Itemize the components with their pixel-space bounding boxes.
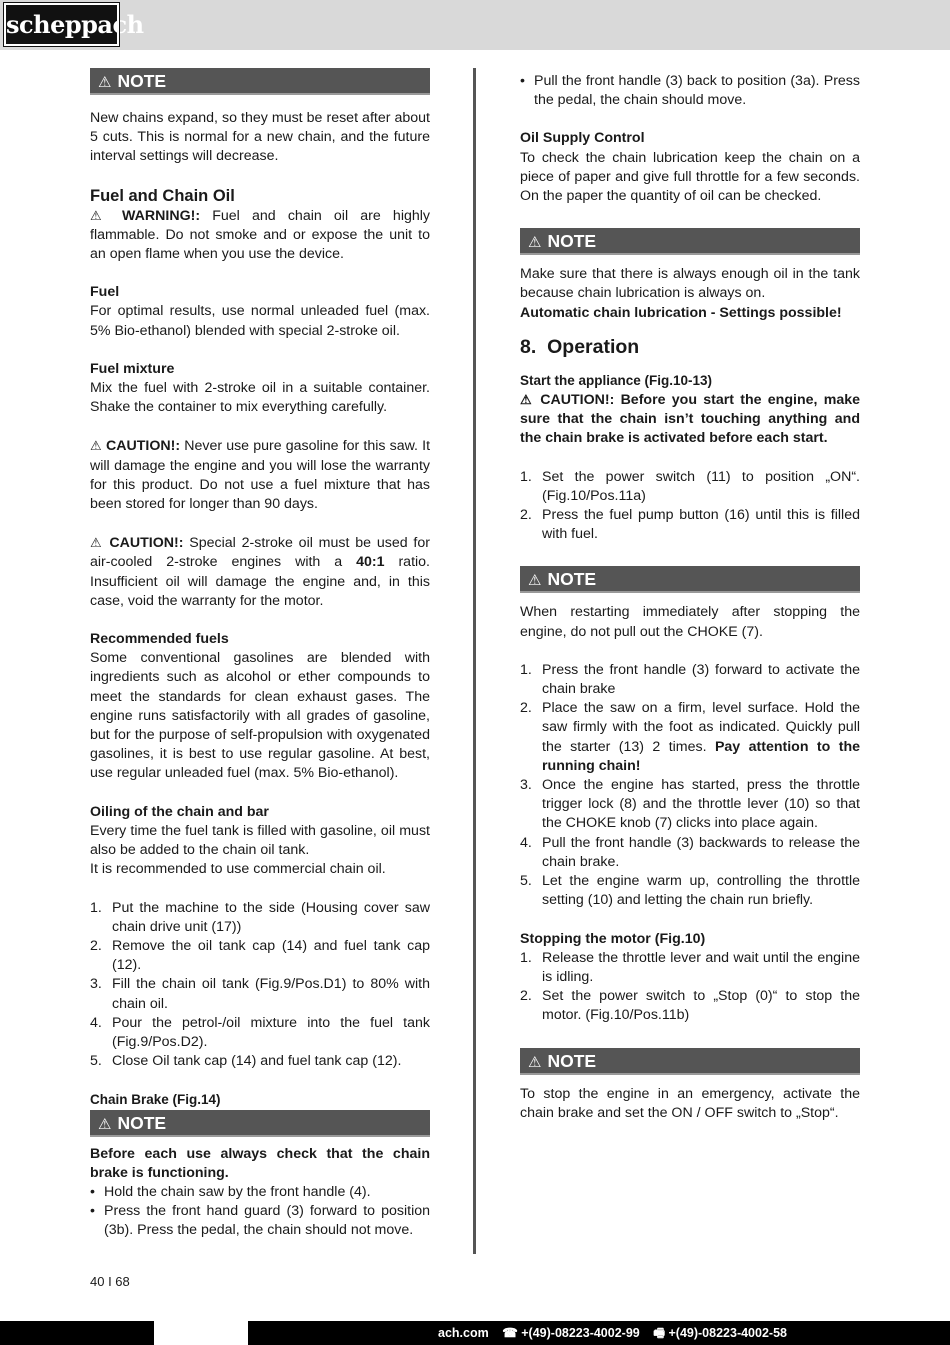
paragraph: Some conventional gasolines are blended with ingredients such as alcohol or ether compounds to meet the standards for clean exhaust gases. The engine runs satisfactorily with all grades of gasoline, but for the purpose of self-propulsion with oxygenated gasolines, it is best to use regular gasoline. At best, use regular unleaded fuel (max. 5% Bio-ethanol). [90, 650, 430, 782]
list-item: • Hold the chain saw by the front handle (4). [90, 1183, 371, 1200]
brake-bullets-cont [520, 72, 860, 110]
caution-text: ⚠ CAUTION!: Before you start the engine, make sure that the chain isn’t touching anything and the chain brake is activated before each start. [520, 392, 860, 447]
warning-icon: ⚠ [90, 438, 102, 454]
page-number: 40 I 68 [90, 1274, 130, 1289]
note-header: ⚠ NOTE [520, 228, 860, 255]
section-title: Fuel and Chain Oil [90, 186, 235, 205]
warning-icon: ⚠ [528, 234, 542, 252]
list-item: 1. Set the power switch (11) to position „ON“. (Fig.10/Pos.11a) [520, 468, 860, 504]
paragraph: To stop the engine in an emergency, activate the chain brake and set the ON / OFF switch to „Stop“. [520, 1085, 860, 1121]
list-item: 5. Close Oil tank cap (14) and fuel tank cap (12). [90, 1053, 402, 1070]
note-header: ⚠ NOTE [90, 68, 430, 95]
warning-icon: ⚠ [90, 207, 110, 223]
brake-bullets [90, 1183, 430, 1241]
list-item: 3. Once the engine has started, press the throttle trigger lock (8) and the throttle lever (10) so that the CHOKE knob (7) clicks into place again. [520, 777, 860, 832]
subsection-title: Oiling of the chain and bar [90, 803, 269, 820]
subsection-title: Oil Supply Control [520, 130, 645, 147]
footer-gap [154, 1321, 248, 1345]
start-steps [520, 468, 860, 545]
oiling-steps [90, 899, 430, 1072]
section-title: 8. Operation [520, 335, 640, 358]
caution-text: ⚠ CAUTION!: Special 2-stroke oil must be used for air-cooled 2-stroke engines with a 40:1 ratio. Insufficient oil will damage the engine and, in this case, void the warranty for the motor. [90, 535, 431, 609]
warning-icon: ⚠ [98, 1115, 112, 1133]
left-column [90, 68, 430, 1241]
list-item: 4. Pour the petrol-/oil mixture into the fuel tank (Fig.9/Pos.D2). [90, 1014, 430, 1050]
footer-website[interactable]: ach.com [438, 1326, 489, 1340]
subsection-title: Chain Brake (Fig.14) [90, 1092, 221, 1108]
paragraph: Every time the fuel tank is filled with gasoline, oil must also be added to the chain oil tank. [90, 822, 430, 859]
subsection-title: Fuel mixture [90, 360, 175, 377]
paragraph: Mix the fuel with 2-stroke oil in a suitable container. Shake the container to mix everything carefully. [90, 380, 430, 416]
right-column [520, 68, 860, 1123]
list-item: 2. Press the fuel pump button (16) until this is filled with fuel. [520, 507, 860, 543]
paragraph: Automatic chain lubrication - Settings possible! [520, 304, 842, 321]
list-item: 2. Remove the oil tank cap (14) and fuel tank cap (12). [90, 937, 430, 974]
note-text: New chains expand, so they must be reset after about 5 cuts. This is normal for a new chain, and the future interval settings will decrease. [90, 110, 430, 165]
subsection-title: Start the appliance (Fig.10-13) [520, 372, 713, 388]
list-item: • Press the front hand guard (3) forward to position (3b). Press the pedal, the chain should not move. [90, 1203, 430, 1239]
brand-logo: scheppach [4, 3, 119, 46]
footer-contact [438, 1321, 797, 1345]
footer-fax: 🖷 +(49)-08223-4002-58 [653, 1326, 787, 1340]
paragraph: For optimal results, use normal unleaded fuel (max. 5% Bio-ethanol) blended with special 2-stroke oil. [90, 303, 430, 339]
subsection-title: Fuel [90, 284, 120, 301]
list-item: 2. Place the saw on a firm, level surface. Hold the saw firmly with the foot as indicated. Quickly pull the starter (13) 2 times. Pay attention to the running chain! [520, 700, 860, 774]
list-item: • Pull the front handle (3) back to position (3a). Press the pedal, the chain should move. [520, 73, 860, 109]
list-item: 4. Pull the front handle (3) backwards to release the chain brake. [520, 834, 860, 870]
footer-phone: ☎ +(49)-08223-4002-99 [502, 1326, 640, 1340]
stop-steps [520, 949, 860, 1026]
paragraph: Make sure that there is always enough oil in the tank because chain lubrication is always on. [520, 266, 860, 302]
paragraph: To check the chain lubrication keep the chain on a piece of paper and give full throttle for a few seconds. On the paper the quantity of oil can be checked. [520, 149, 860, 205]
list-item: 5. Let the engine warm up, controlling the throttle setting (10) and letting the chain run briefly. [520, 873, 860, 909]
warning-icon: ⚠ [90, 535, 104, 551]
column-divider [473, 68, 476, 1254]
note-header: ⚠ NOTE [520, 566, 860, 593]
list-item: 2. Set the power switch to „Stop (0)“ to stop the motor. (Fig.10/Pos.11b) [520, 988, 860, 1024]
warning-icon: ⚠ [98, 74, 112, 91]
run-steps [520, 661, 860, 911]
note-header: ⚠ NOTE [520, 1048, 860, 1075]
warning-icon: ⚠ [528, 1053, 542, 1071]
paragraph: It is recommended to use commercial chain oil. [90, 861, 386, 878]
paragraph: Before each use always check that the chain brake is functioning. [90, 1145, 430, 1181]
paragraph: When restarting immediately after stopping the engine, do not pull out the CHOKE (7). [520, 604, 860, 640]
warning-icon: ⚠ [528, 572, 542, 590]
note-header: ⚠ NOTE [90, 1110, 430, 1137]
subsection-title: Stopping the motor (Fig.10) [520, 930, 706, 947]
list-item: 1. Press the front handle (3) forward to activate the chain brake [520, 661, 860, 698]
list-item: 3. Fill the chain oil tank (Fig.9/Pos.D1) to 80% with chain oil. [90, 976, 430, 1012]
warning-icon: ⚠ [520, 392, 534, 408]
caution-text: ⚠ CAUTION!: Never use pure gasoline for this saw. It will damage the engine and you will lose the warranty for this product. Do not use a fuel mixture that has been stored for longer than 90 days. [90, 438, 431, 513]
list-item: 1. Release the throttle lever and wait until the engine is idling. [520, 949, 860, 985]
subsection-title: Recommended fuels [90, 631, 229, 648]
warning-text: ⚠ WARNING!: Fuel and chain oil are highly flammable. Do not smoke and or expose the unit to an open flame when you use the device. [90, 207, 430, 263]
list-item: 1. Put the machine to the side (Housing cover saw chain drive unit (17)) [90, 899, 430, 935]
